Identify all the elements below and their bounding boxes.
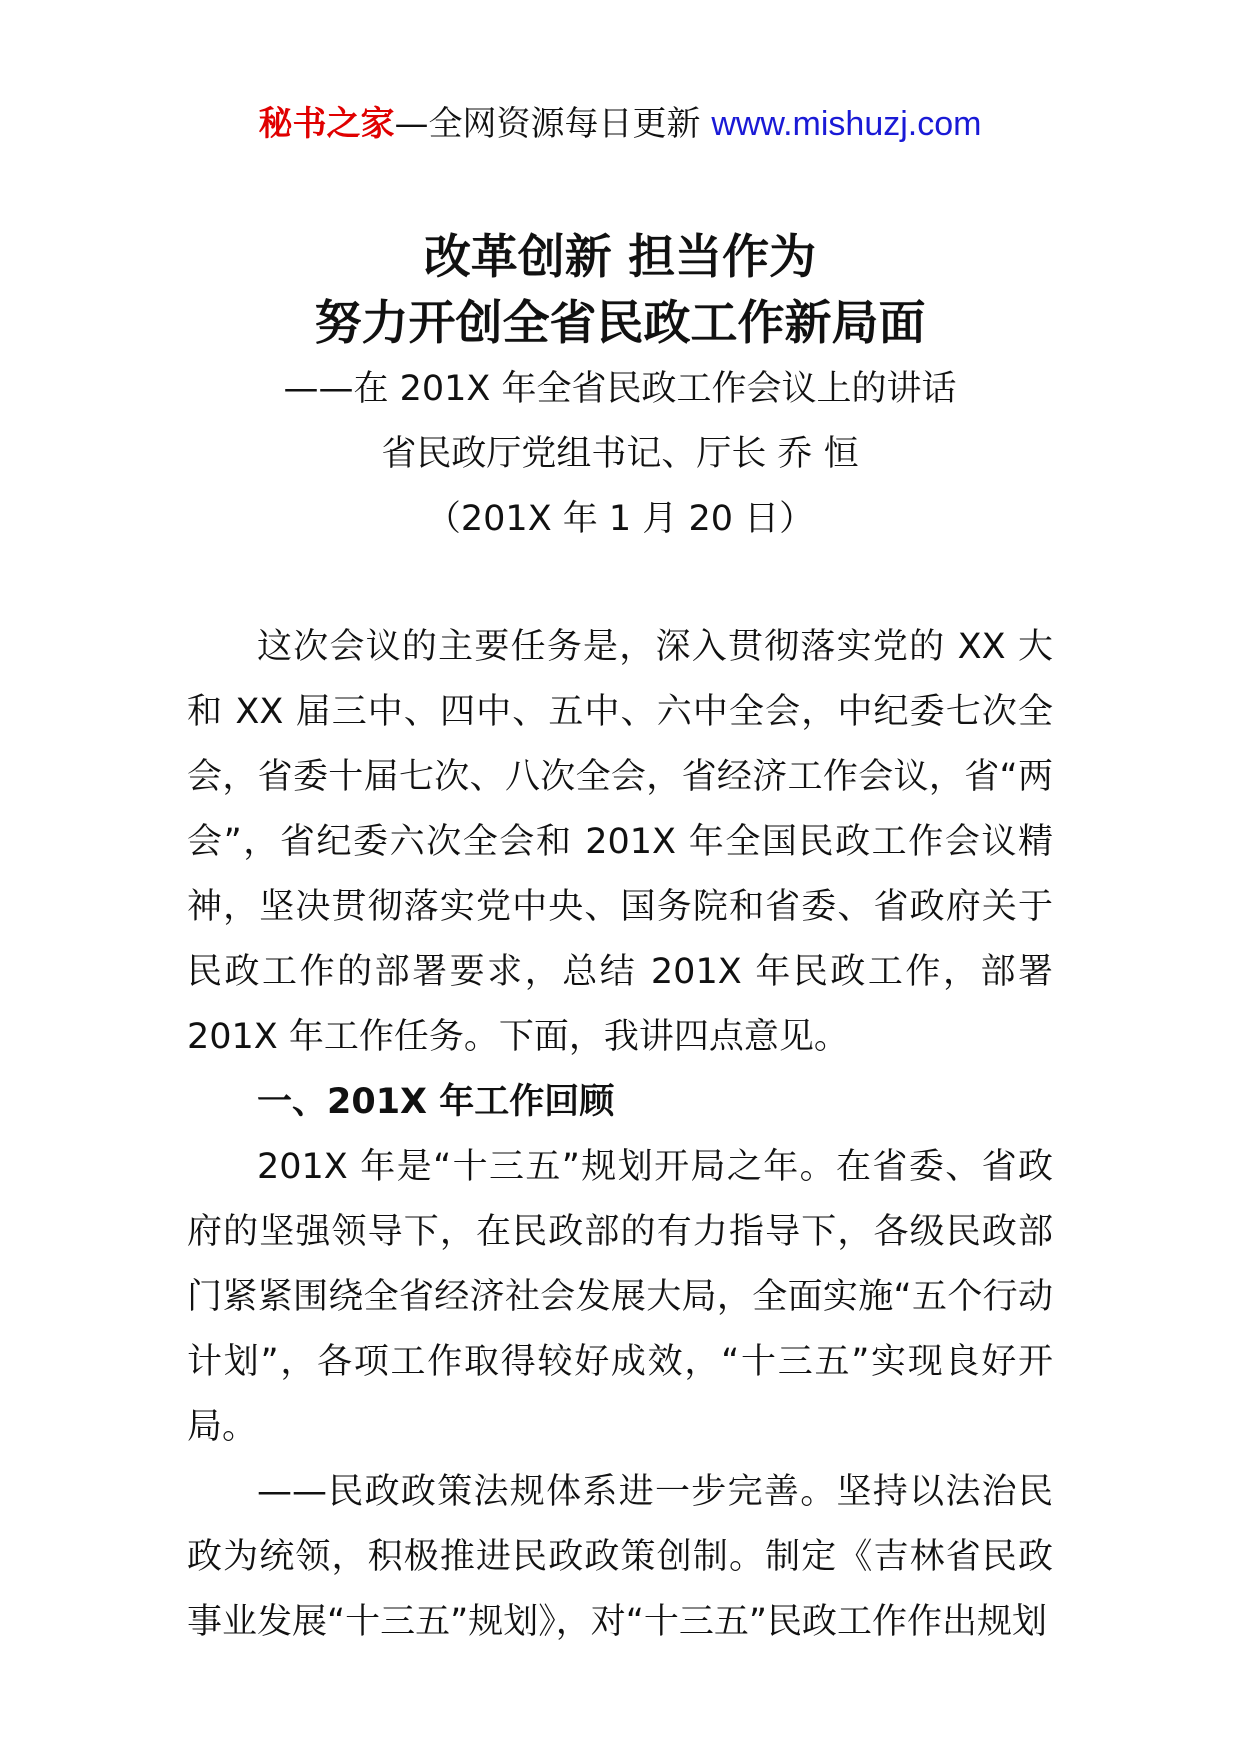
document-title-line-1: 改革创新 担当作为 [423, 230, 817, 285]
site-tagline: —全网资源每日更新 [394, 104, 701, 144]
speaker-line: 省民政厅党组书记、厅长 乔 恒 [381, 434, 859, 474]
document-subtitle: ——在 201X 年全省民政工作会议上的讲话 [283, 369, 957, 409]
speech-date: （201X 年 1 月 20 日） [425, 499, 815, 539]
section-1-paragraph-2: ——民政政策法规体系进一步完善。坚持以法治民政为统领，积极推进民政政策创制。制定《吉林省民政事业发展“十三五”规划》，对“十三五”民政工作作出规划 [187, 1472, 1053, 1642]
site-brand: 秘书之家 [258, 104, 395, 144]
site-header [0, 100, 1240, 148]
document-body [187, 615, 1053, 1655]
section-heading-1: 一、201X 年工作回顾 [257, 1082, 615, 1122]
document-title-line-2: 努力开创全省民政工作新局面 [314, 296, 926, 351]
intro-paragraph: 这次会议的主要任务是，深入贯彻落实党的 XX 大和 XX 届三中、四中、五中、六中全会，中纪委七次全会，省委十届七次、八次全会，省经济工作会议，省“两会”，省纪委六次全会和 201X 年全国民政工作会议精神，坚决贯彻落实党中央、国务院和省委、省政府关于民政工作的部署要求，总结 201X 年民政工作，部署 201X 年工作任务。下面，我讲四点意见。 [187, 627, 1053, 1057]
section-1-paragraph-1: 201X 年是“十三五”规划开局之年。在省委、省政府的坚强领导下，在民政部的有力指导下，各级民政部门紧紧围绕全省经济社会发展大局，全面实施“五个行动计划”，各项工作取得较好成效，“十三五”实现良好开局。 [187, 1147, 1053, 1447]
document-title-block [0, 225, 1240, 552]
site-url-link[interactable]: www.mishuzj.com [711, 105, 982, 143]
